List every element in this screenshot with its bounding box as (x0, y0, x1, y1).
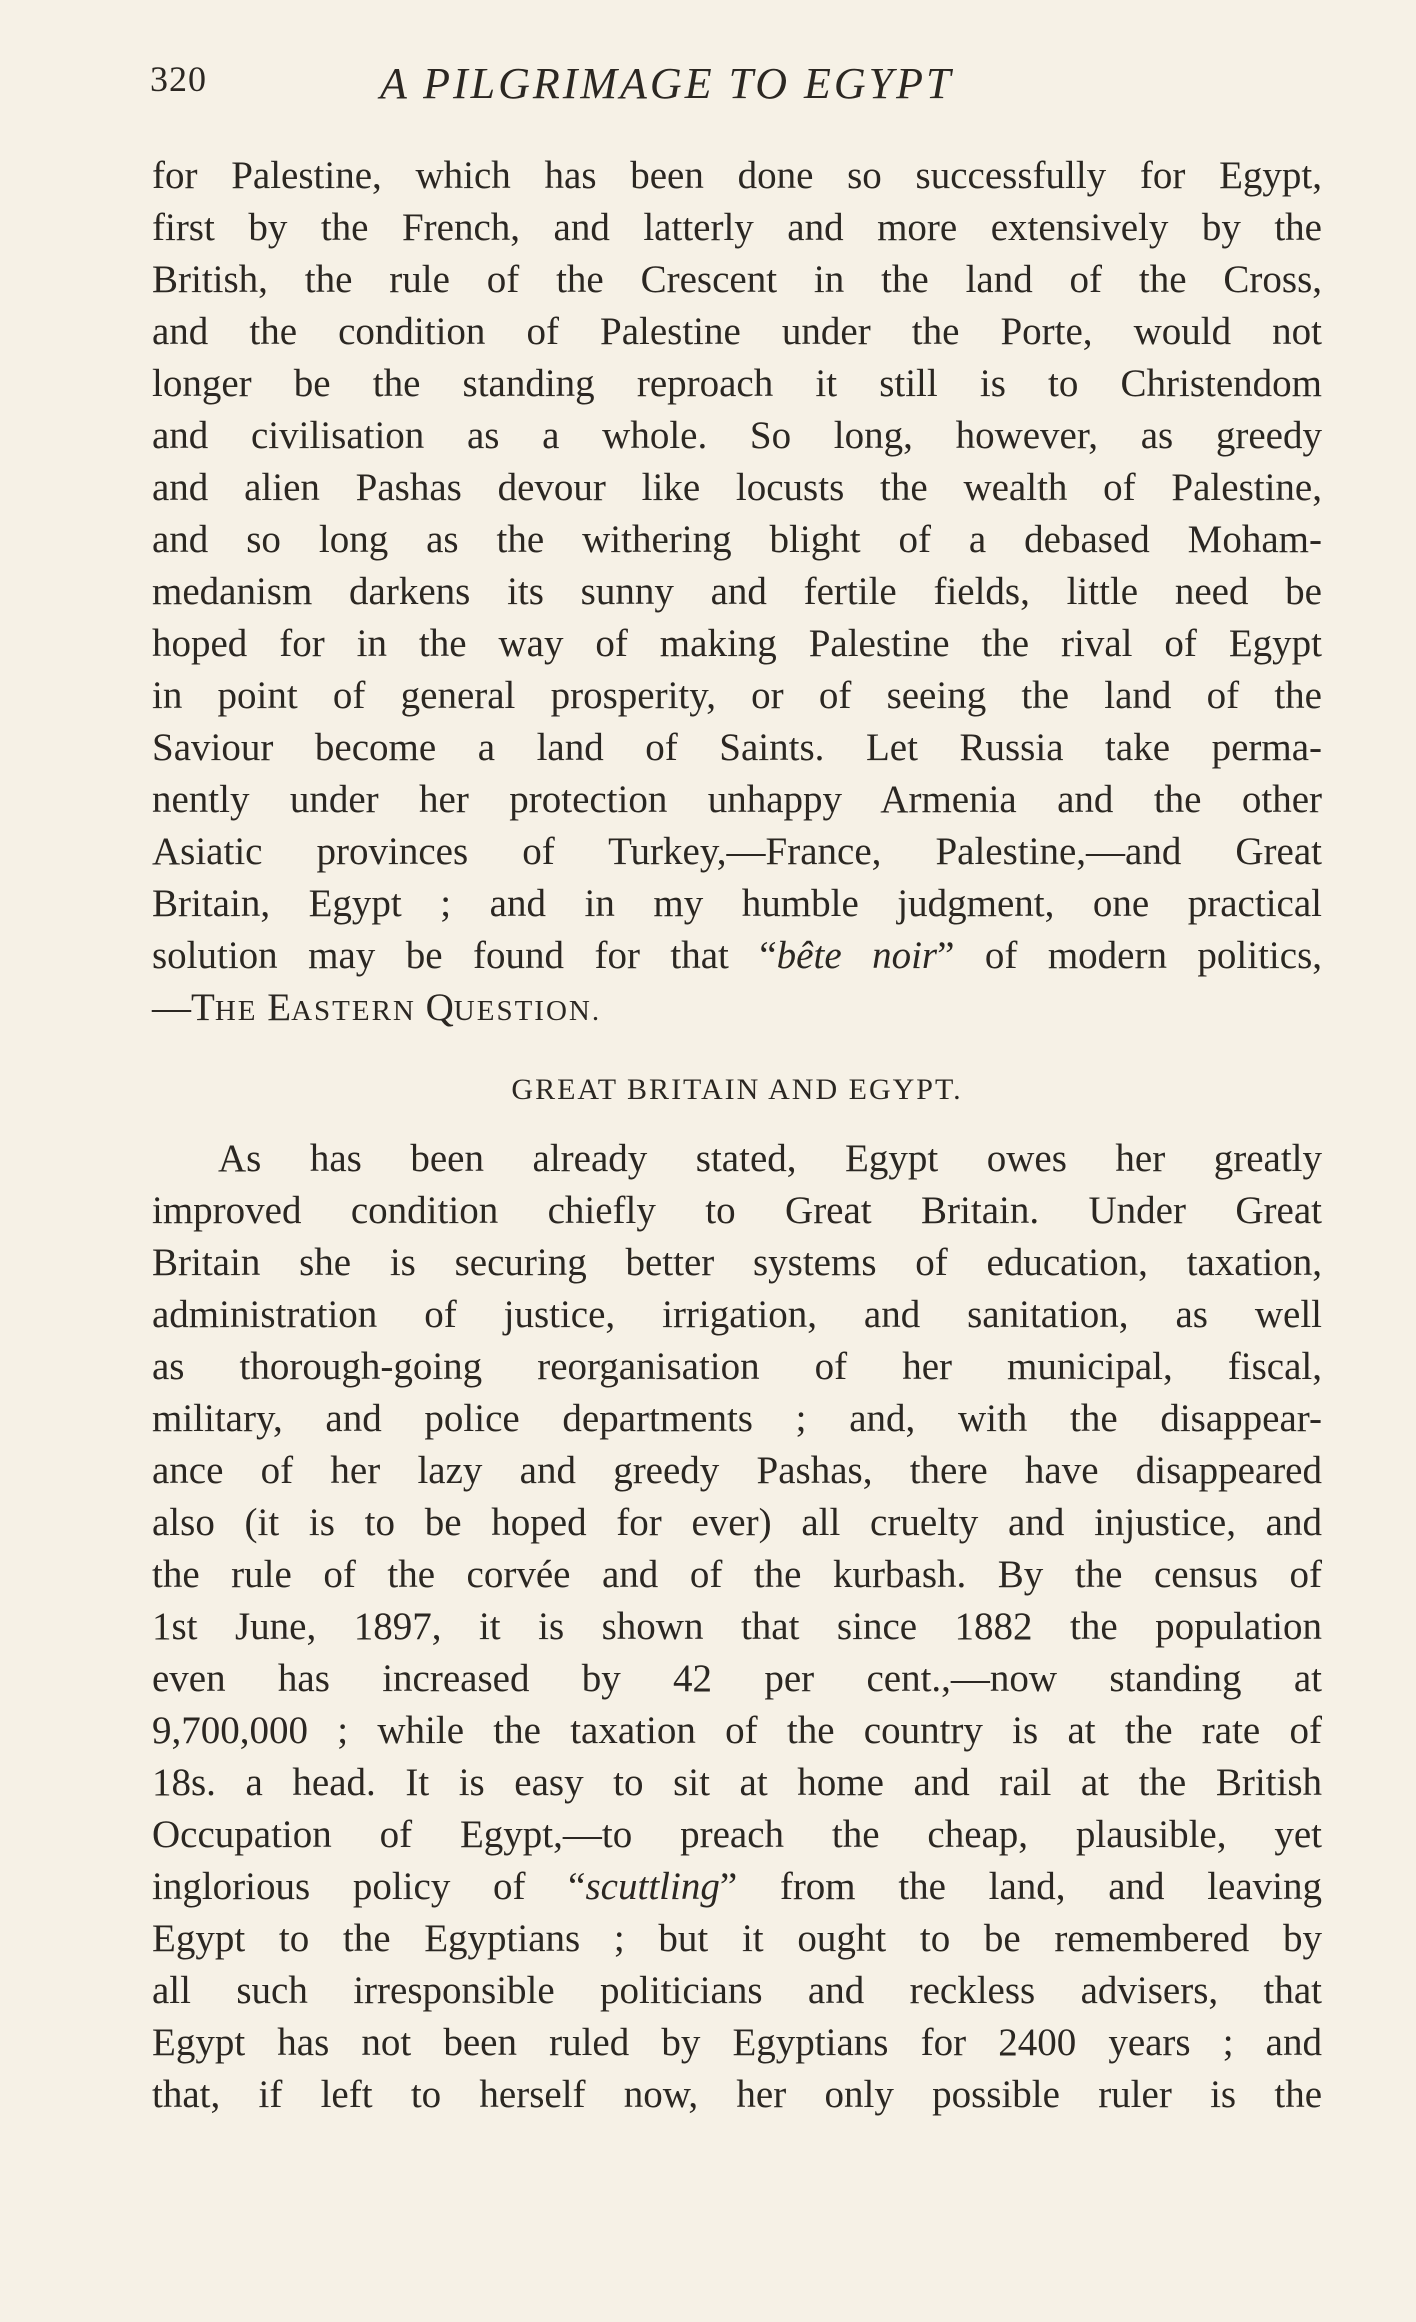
text-line: for Palestine, which has been done so successfully for Egypt, (152, 154, 1322, 197)
small-caps-rest: ASTERN (291, 995, 416, 1027)
text-line: administration of justice, irrigation, and sanitation, as well (152, 1293, 1322, 1336)
text-line: and alien Pashas devour like locusts the wealth of Palestine, (152, 466, 1322, 509)
text-line: 9,700,000 ; while the taxation of the country is at the rate of (152, 1709, 1322, 1752)
text-line: Britain, Egypt ; and in my humble judgment, one practical (152, 882, 1322, 925)
text-line: the rule of the corvée and of the kurbash. By the census of (152, 1553, 1322, 1596)
paragraph-2 (152, 1133, 1322, 2121)
text-line: Egypt has not been ruled by Egyptians for 2400 years ; and (152, 2021, 1322, 2064)
text-line: improved condition chiefly to Great Britain. Under Great (152, 1189, 1322, 1232)
text-line: longer be the standing reproach it still is to Christendom (152, 362, 1322, 405)
text-fragment: solution may be found for that “ (152, 934, 777, 977)
small-caps-rest: HE (214, 995, 258, 1027)
text-line: ance of her lazy and greedy Pashas, there have disappeared (152, 1449, 1322, 1492)
em-dash: — (152, 986, 191, 1029)
text-line: hoped for in the way of making Palestine the rival of Egypt (152, 622, 1322, 665)
text-line: Asiatic provinces of Turkey,—France, Palestine,—and Great (152, 830, 1322, 873)
page-number: 320 (150, 59, 207, 99)
text-line: that, if left to herself now, her only possible ruler is the (152, 2073, 1322, 2116)
italic-phrase: bête noir (776, 934, 938, 977)
text-line: Occupation of Egypt,—to preach the cheap, plausible, yet (152, 1813, 1322, 1856)
text-line: Egypt to the Egyptians ; but it ought to be remembered by (152, 1917, 1322, 1960)
text-line: all such irresponsible politicians and reckless advisers, that (152, 1969, 1322, 2012)
text-line: as thorough-going reorganisation of her municipal, fiscal, (152, 1345, 1322, 1388)
text-line: Britain she is securing better systems of education, taxation, (152, 1241, 1322, 1284)
text-line: Saviour become a land of Saints. Let Russia take perma- (152, 726, 1322, 769)
text-line: As has been already stated, Egypt owes her greatly (218, 1137, 1322, 1180)
text-line: nently under her protection unhappy Armenia and the other (152, 778, 1322, 821)
running-title: A PILGRIMAGE TO EGYPT (380, 59, 954, 108)
text-line: 1st June, 1897, it is shown that since 1882 the population (152, 1605, 1322, 1648)
text-line: even has increased by 42 per cent.,—now standing at (152, 1657, 1322, 1700)
text-line-small-caps (152, 982, 1322, 1034)
text-fragment: ” from the land, and leaving (719, 1865, 1323, 1908)
text-line (152, 930, 1322, 982)
section-heading: GREAT BRITAIN AND EGYPT. (511, 1073, 963, 1106)
text-line: medanism darkens its sunny and fertile fields, little need be (152, 570, 1322, 613)
paragraph-1 (152, 150, 1322, 1034)
text-line: in point of general prosperity, or of seeing the land of the (152, 674, 1322, 717)
text-line: 18s. a head. It is easy to sit at home and rail at the British (152, 1761, 1322, 1804)
text-line: and so long as the withering blight of a debased Moham- (152, 518, 1322, 561)
small-caps-initial: T (191, 986, 215, 1029)
small-caps-rest: UESTION. (453, 995, 602, 1027)
small-caps-initial: E (267, 986, 292, 1029)
text-fragment: ” of modern politics, (937, 934, 1323, 977)
text-line: and the condition of Palestine under the Porte, would not (152, 310, 1322, 353)
text-line: first by the French, and latterly and more extensively by the (152, 206, 1322, 249)
text-fragment: inglorious policy of “ (152, 1865, 586, 1908)
text-line: also (it is to be hoped for ever) all cruelty and injustice, and (152, 1501, 1322, 1544)
text-line: and civilisation as a whole. So long, however, as greedy (152, 414, 1322, 457)
text-line: British, the rule of the Crescent in the land of the Cross, (152, 258, 1322, 301)
small-caps-initial: Q (425, 986, 454, 1029)
text-line (152, 1861, 1322, 1913)
italic-phrase: scuttling (585, 1865, 720, 1908)
text-line: military, and police departments ; and, with the disappear- (152, 1397, 1322, 1440)
